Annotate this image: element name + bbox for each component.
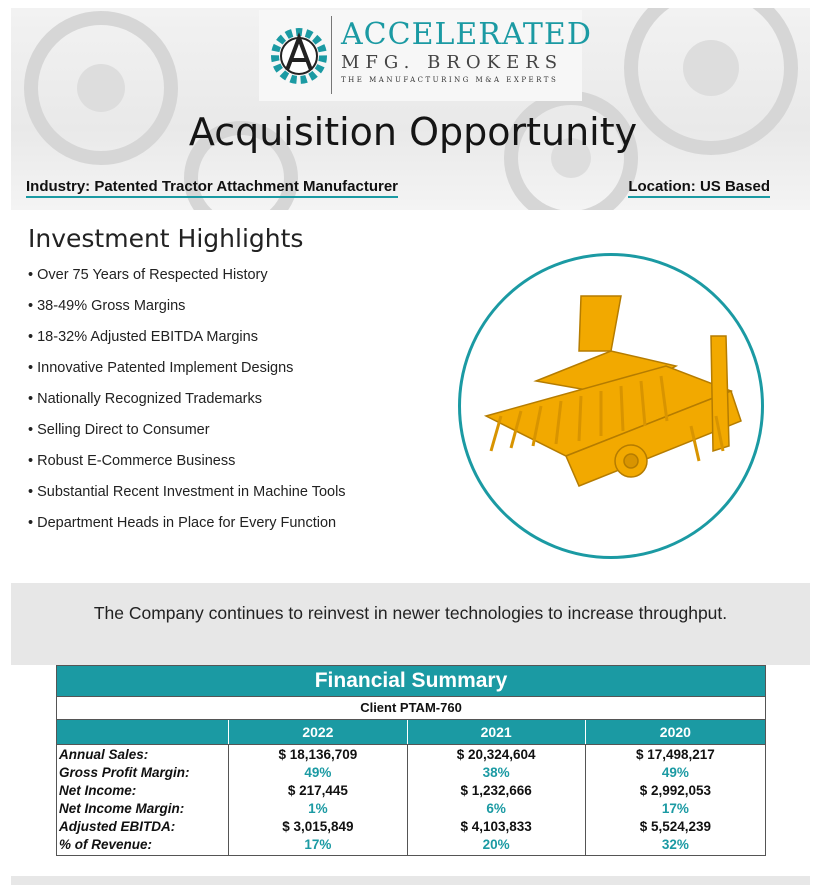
table-cell: 49%: [304, 765, 332, 780]
brand-tagline: THE MANUFACTURING M&A EXPERTS: [341, 76, 559, 84]
year-column-2020: [586, 745, 765, 855]
company-logo-icon: [269, 20, 329, 90]
table-cell: 17%: [661, 801, 689, 816]
table-cell: $ 1,232,666: [460, 783, 532, 798]
row-labels: [57, 745, 229, 855]
tractor-attachment-image: [461, 256, 761, 556]
year-header: 2022: [229, 720, 407, 744]
table-cell: 32%: [661, 837, 689, 852]
client-id: Client PTAM-760: [56, 697, 766, 720]
list-item: • 18-32% Adjusted EBITDA Margins: [28, 327, 346, 358]
location-label: Location: US Based: [628, 178, 770, 198]
year-header: 2021: [408, 720, 586, 744]
highlights-list: [28, 265, 346, 544]
table-cell: $ 2,992,053: [639, 783, 712, 798]
row-label: Net Income Margin:: [59, 801, 185, 816]
year-column-2022: [229, 745, 407, 855]
table-cell: $ 217,445: [287, 783, 348, 798]
row-label: Adjusted EBITDA:: [59, 819, 176, 834]
list-item: • Innovative Patented Implement Designs: [28, 358, 346, 389]
list-item: • Selling Direct to Consumer: [28, 420, 346, 451]
table-cell: $ 18,136,709: [278, 747, 358, 762]
year-header-row: [56, 720, 766, 745]
page-title: Acquisition Opportunity: [188, 110, 638, 154]
financial-summary-table: [56, 665, 766, 856]
table-cell: 38%: [482, 765, 510, 780]
table-cell: 6%: [486, 801, 506, 816]
highlights-heading: Investment Highlights: [28, 224, 304, 253]
table-cell: $ 3,015,849: [282, 819, 354, 834]
product-photo: [458, 253, 764, 559]
table-cell: $ 20,324,604: [456, 747, 536, 762]
row-label: % of Revenue:: [59, 837, 153, 852]
list-item: • Substantial Recent Investment in Machine Tools: [28, 482, 346, 513]
table-cell: $ 17,498,217: [635, 747, 715, 762]
table-cell: 1%: [308, 801, 328, 816]
row-label: Gross Profit Margin:: [59, 765, 190, 780]
reinvest-statement: The Company continues to reinvest in newer technologies to increase throughput.: [93, 603, 728, 623]
year-header: 2020: [659, 724, 691, 740]
brand-subname: MFG. BROKERS: [341, 52, 564, 73]
logo-divider: [331, 16, 332, 94]
table-cell: 17%: [304, 837, 332, 852]
row-label: Annual Sales:: [59, 747, 149, 762]
table-cell: 49%: [661, 765, 689, 780]
table-cell: $ 4,103,833: [460, 819, 532, 834]
reinvest-band: [11, 583, 810, 665]
year-column-2021: [408, 745, 586, 855]
table-cell: $ 5,524,239: [639, 819, 712, 834]
list-item: • 38-49% Gross Margins: [28, 296, 346, 327]
financial-body: [56, 745, 766, 856]
list-item: • Department Heads in Place for Every Function: [28, 513, 346, 544]
list-item: • Nationally Recognized Trademarks: [28, 389, 346, 420]
row-label: Net Income:: [59, 783, 137, 798]
footer-bar: [11, 876, 810, 885]
brand-name: ACCELERATED: [341, 17, 592, 52]
financial-summary-title: Financial Summary: [56, 665, 766, 697]
industry-label: Industry: Patented Tractor Attachment Manufacturer: [26, 178, 398, 198]
list-item: • Over 75 Years of Respected History: [28, 265, 346, 296]
list-item: • Robust E-Commerce Business: [28, 451, 346, 482]
logo: [259, 10, 592, 101]
table-cell: 20%: [482, 837, 510, 852]
